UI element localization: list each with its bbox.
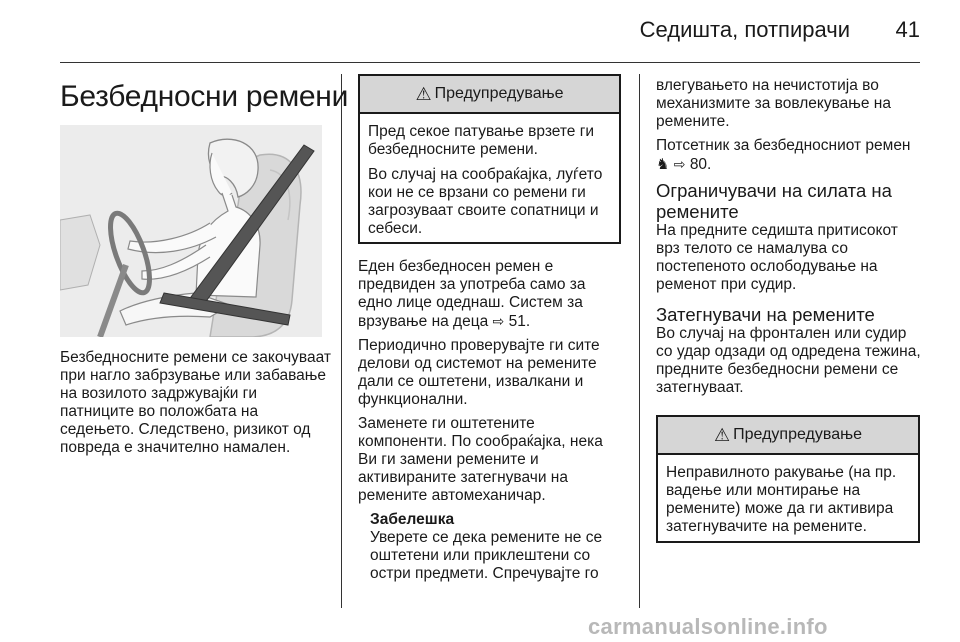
limiter-paragraph: На предните седишта притисокот врз телото се намалува со постепеното ослободување на ременот при судир. — [656, 222, 898, 293]
note-title: Забелешка — [370, 511, 455, 528]
limiter-heading: Ограничувачи на силата на ремените — [656, 180, 892, 222]
warning-paragraph: Во случај на сообраќајка, луѓето кои не се врзани со ремени ги загрозуваат своите сопатници и себеси. — [368, 166, 603, 237]
warning-heading: Предупредување — [733, 426, 862, 443]
right-column-text-block — [656, 77, 921, 403]
page-ref-link[interactable]: 51. — [508, 313, 531, 330]
intro-paragraph-block — [60, 349, 332, 463]
note-continuation: влегувањето на нечистотија во механизмите за вовлекување на ремените. — [656, 77, 891, 130]
running-header-title: Седишта, потпирачи — [639, 17, 850, 42]
belt-reminder-text: Потсетник за безбедносниот ремен — [656, 137, 911, 154]
pretensioner-heading: Затегнувачи на ремените — [656, 304, 875, 325]
warning-heading: Предупредување — [434, 85, 564, 102]
warning-box-buckle-up — [358, 74, 621, 244]
page-ref-arrow-icon: ⇨ — [492, 313, 505, 329]
warning-header — [360, 76, 619, 114]
column-divider-right — [639, 74, 640, 608]
belt-one-person-text: Еден безбедносен ремен е предвиден за употреба само за едно лице одеднаш. Систем за врзување на деца — [358, 258, 586, 330]
intro-paragraph: Безбедносните ремени се закочуваат при нагло забрзување или забавање на возилото задржувајќи ги патниците во положбата на седењето. Следствено, ризикот од повреда е значително намален. — [60, 349, 331, 456]
page-number: 41 — [895, 17, 920, 42]
replacement-paragraph: Заменете ги оштетените компоненти. По сообраќајка, нека Ви ги замени ремените и активираните затегнувачи на ремените автомеханичар. — [358, 415, 603, 504]
warning-paragraph: Пред секое патување врзете ги безбедносните ремени. — [368, 123, 595, 158]
page-ref-arrow-icon: ⇨ — [673, 156, 686, 172]
pretensioner-paragraph: Во случај на фронтален или судир со удар одзади од одредена тежина, предните безбедносни ремени се затегнуваат. — [656, 325, 921, 396]
seat-belt-reminder-icon: ♞ — [656, 156, 670, 173]
warning-paragraph: Неправилното ракување (на пр. вадење или монтирање на ремените) може да ги активира затегнувачите на ремените. — [666, 464, 897, 535]
warning-triangle-icon: ⚠ — [714, 424, 731, 445]
warning-body — [658, 455, 918, 544]
watermark: carmanualsonline.info — [588, 614, 828, 639]
page-ref-link[interactable]: 80. — [689, 156, 712, 173]
inspection-paragraph: Периодично проверувајте ги сите делови од системот на ремените дали се оштетени, извалкани и функционални. — [358, 337, 600, 408]
note-text: Уверете се дека ремените не се оштетени или приклештени со остри предмети. Спречувајте го — [370, 529, 603, 582]
warning-box-pretensioners — [656, 415, 920, 543]
warning-body — [360, 114, 619, 246]
seat-belt-illustration — [60, 125, 322, 337]
warning-triangle-icon: ⚠ — [415, 83, 432, 104]
section-title: Безбедносни ремени — [60, 80, 349, 113]
belt-usage-text-block — [358, 258, 620, 583]
belt-one-person-paragraph — [358, 258, 620, 331]
belt-reminder-paragraph — [656, 137, 921, 174]
column-divider-left — [341, 74, 342, 608]
note-block — [370, 511, 620, 583]
warning-header — [658, 417, 918, 455]
header-divider — [60, 62, 920, 63]
